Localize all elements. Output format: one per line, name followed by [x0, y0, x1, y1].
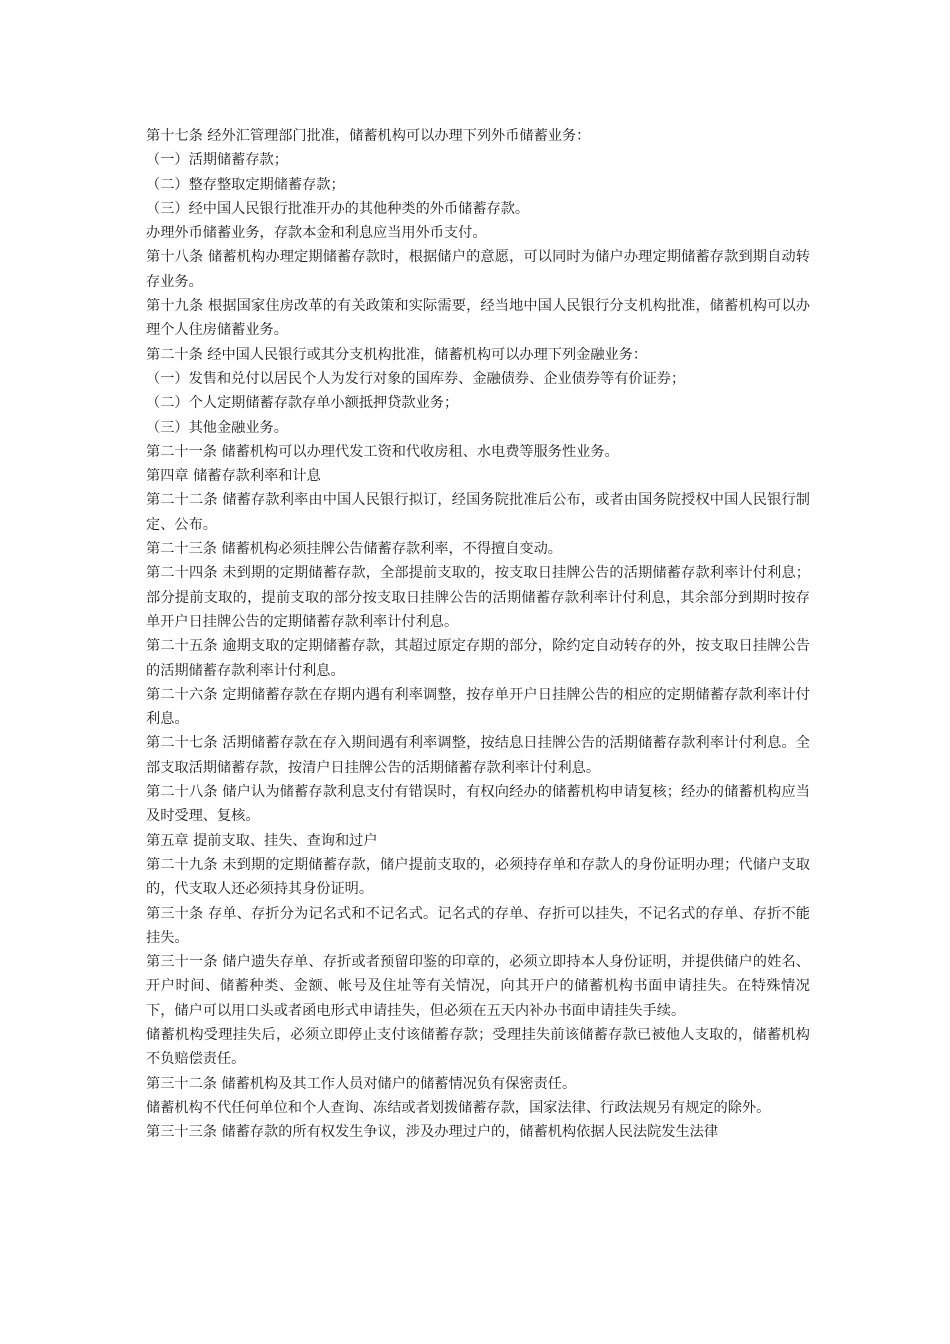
article-20: 第二十条 经中国人民银行或其分支机构批准，储蓄机构可以办理下列金融业务：: [146, 346, 648, 363]
article-22: 第二十二条 储蓄存款利率由中国人民银行拟订，经国务院批准后公布，或者由国务院授权中国人民银行制定、公布。: [146, 492, 810, 533]
list-item-3: （三）经中国人民银行批准开办的其他种类的外币储蓄存款。: [146, 200, 530, 217]
article-26: 第二十六条 定期储蓄存款在存期内遇有利率调整，按存单开户日挂牌公告的相应的定期储蓄存款利率计付利息。: [146, 686, 810, 728]
article-27: 第二十七条 活期储蓄存款在存入期间遇有利率调整，按结息日挂牌公告的活期储蓄存款利率计付利息。全部支取活期储蓄存款，按清户日挂牌公告的活期储蓄存款利率计付利息。: [146, 735, 810, 776]
article-31: 第三十一条 储户遗失存单、存折或者预留印鉴的印章的，必须立即持本人身份证明，并提供储户的姓名、开户时间、储蓄种类、金额、帐号及住址等有关情况，向其开户的储蓄机构书面申请挂失。在特殊情况下，储户可以用口头或者函电形式申请挂失，但必须在五天内补办书面申请挂失手续。: [146, 954, 810, 1019]
article-19: 第十九条 根据国家住房改革的有关政策和实际需要，经当地中国人民银行分支机构批准，储蓄机构可以办理个人住房储蓄业务。: [146, 298, 810, 339]
list-item-1: （一）发售和兑付以居民个人为发行对象的国库券、金融债券、企业债券等有价证券；: [146, 370, 686, 387]
document-body: [146, 124, 810, 1144]
list-item-1: （一）活期储蓄存款；: [146, 152, 288, 169]
paragraph-foreign-currency: 办理外币储蓄业务，存款本金和利息应当用外币支付。: [146, 225, 487, 242]
article-23: 第二十三条 储蓄机构必须挂牌公告储蓄存款利率，不得擅自变动。: [146, 541, 562, 558]
chapter-5-heading: 第五章 提前支取、挂失、查询和过户: [146, 832, 378, 849]
list-item-2: （二）个人定期储蓄存款存单小额抵押贷款业务；: [146, 395, 459, 412]
article-24: 第二十四条 未到期的定期储蓄存款，全部提前支取的，按支取日挂牌公告的活期储蓄存款利率计付利息；部分提前支取的，提前支取的部分按支取日挂牌公告的活期储蓄存款利率计付利息，其余部分到期时按存单开户日挂牌公告的定期储蓄存款利率计付利息。: [146, 565, 810, 630]
article-25: 第二十五条 逾期支取的定期储蓄存款，其超过原定存期的部分，除约定自动转存的外，按支取日挂牌公告的活期储蓄存款利率计付利息。: [146, 638, 810, 679]
chapter-4-heading: 第四章 储蓄存款利率和计息: [146, 468, 321, 485]
list-item-3: （三）其他金融业务。: [146, 419, 288, 436]
paragraph-inquiry: 储蓄机构不代任何单位和个人查询、冻结或者划拨储蓄存款，国家法律、行政法规另有规定的除外。: [146, 1099, 771, 1116]
paragraph-loss-report: 储蓄机构受理挂失后，必须立即停止支付该储蓄存款；受理挂失前该储蓄存款已被他人支取的，储蓄机构不负赔偿责任。: [146, 1026, 810, 1068]
article-33: 第三十三条 储蓄存款的所有权发生争议，涉及办理过户的，储蓄机构依据人民法院发生法律: [146, 1124, 719, 1141]
article-28: 第二十八条 储户认为储蓄存款利息支付有错误时，有权向经办的储蓄机构申请复核；经办的储蓄机构应当及时受理、复核。: [146, 784, 810, 825]
article-30: 第三十条 存单、存折分为记名式和不记名式。记名式的存单、存折可以挂失，不记名式的存单、存折不能挂失。: [146, 905, 810, 946]
article-17: 第十七条 经外汇管理部门批准，储蓄机构可以办理下列外币储蓄业务：: [146, 128, 591, 144]
article-32: 第三十二条 储蓄机构及其工作人员对储户的储蓄情况负有保密责任。: [146, 1075, 577, 1092]
article-18: 第十八条 储蓄机构办理定期储蓄存款时，根据储户的意愿，可以同时为储户办理定期储蓄存款到期自动转存业务。: [146, 249, 810, 290]
list-item-2: （二）整存整取定期储蓄存款；: [146, 176, 345, 193]
article-29: 第二十九条 未到期的定期储蓄存款，储户提前支取的，必须持存单和存款人的身份证明办理；代储户支取的，代支取人还必须持其身份证明。: [146, 856, 810, 898]
article-21: 第二十一条 储蓄机构可以办理代发工资和代收房租、水电费等服务性业务。: [146, 443, 619, 460]
